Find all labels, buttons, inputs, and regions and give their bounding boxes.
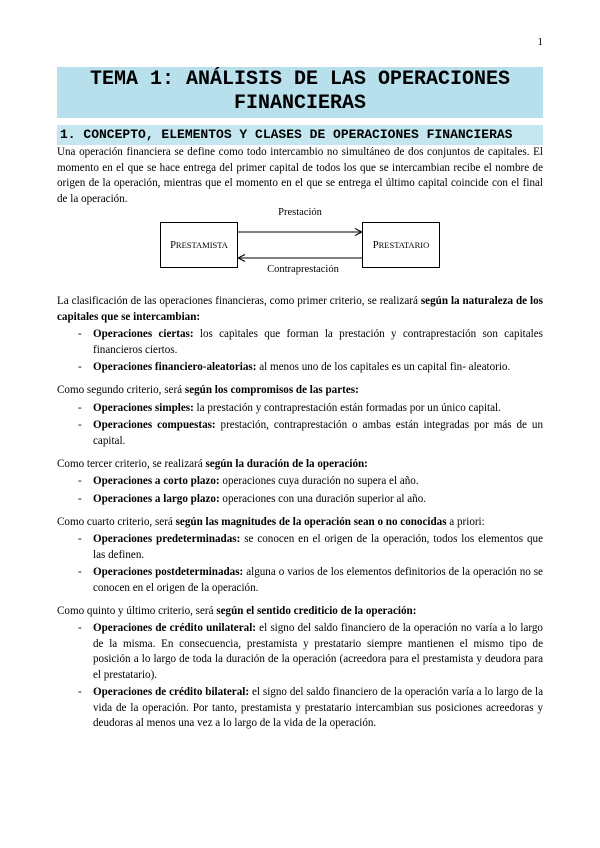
list-item <box>57 474 543 490</box>
criterion-5-list <box>57 621 543 732</box>
diagram-arrows <box>57 207 543 294</box>
lender-box-label: PRESTAMISTA <box>170 239 228 251</box>
criterion-lead: Como segundo criterio, será <box>57 384 183 396</box>
criterion-2-intro <box>57 383 543 399</box>
item-term: Operaciones de crédito unilateral: <box>93 622 256 634</box>
criterion-lead: Como cuarto criterio, será <box>57 515 173 528</box>
item-term: Operaciones financiero-aleatorias: <box>93 361 257 373</box>
list-item <box>57 327 543 358</box>
item-text: al menos uno de los capitales es un capital fin- aleatorio. <box>259 361 511 373</box>
item-term: Operaciones a corto plazo: <box>93 475 220 487</box>
list-item <box>57 418 543 449</box>
criterion-4-intro <box>57 515 543 531</box>
criterion-emphasis: según la duración de la operación: <box>205 457 368 470</box>
item-text: los capitales que forman la prestación y contraprestación son capitales financieros ciertos. <box>93 328 543 356</box>
item-term: Operaciones postdeterminadas: <box>93 566 244 578</box>
item-text: el signo del saldo financiero de la operación varía a lo largo de la vida de la operación. Por tanto, prestamista y prestatario intercambian sus posiciones acreedoras y deudoras al menos una vez a lo largo de la vida de la operación. <box>93 686 543 729</box>
criterion-4-list <box>57 532 543 596</box>
borrower-box <box>362 222 440 268</box>
criterion-1-intro <box>57 294 543 325</box>
list-item <box>57 401 543 417</box>
item-term: Operaciones ciertas: <box>93 328 194 340</box>
item-text: se conocen en el origen de la operación, todos los elementos que las definen. <box>93 533 544 561</box>
prestacion-label: Prestación <box>278 207 322 218</box>
page-number: 1 <box>537 36 543 48</box>
criterion-3-intro <box>57 457 543 473</box>
contraprestacion-label: Contraprestación <box>267 264 339 275</box>
title-banner <box>57 67 543 118</box>
criterion-lead: La clasificación de las operaciones financieras, como primer criterio, se realizará <box>57 295 418 307</box>
borrower-box-label: PRESTATARIO <box>372 239 430 251</box>
criterion-emphasis: según el sentido crediticio de la operación: <box>216 604 417 617</box>
lender-box <box>160 222 238 268</box>
list-item <box>57 492 543 508</box>
item-term: Operaciones predeterminadas: <box>93 533 241 545</box>
item-text: operaciones con una duración superior al año. <box>222 492 427 505</box>
section-heading: 1. CONCEPTO, ELEMENTOS Y CLASES DE OPERACIONES FINANCIERAS <box>57 125 543 145</box>
criterion-lead: Como tercer criterio, se realizará <box>57 457 203 470</box>
intro-paragraph: Una operación financiera se define como todo intercambio no simultáneo de dos conjuntos de capitales. El momento en el que se hace entrega del primer capital de todos los que se intercambian recibe el nombre de origen de la operación, mientras que el momento en el que se entrega el último capital coincide con el final de la operación. <box>57 146 543 205</box>
list-item <box>57 621 543 683</box>
criterion-2-list <box>57 401 543 450</box>
item-text: prestación, contraprestación o ambas están integradas por más de un capital. <box>93 419 543 447</box>
list-item <box>57 360 543 376</box>
criterion-emphasis: según las magnitudes de la operación sean o no conocidas <box>175 515 447 528</box>
criterion-lead: Como quinto y último criterio, será <box>57 604 214 617</box>
page-content <box>57 67 543 732</box>
page-title: TEMA 1: ANÁLISIS DE LAS OPERACIONES FINANCIERAS <box>89 68 511 115</box>
item-text: alguna o varios de los elementos definitorios de la operación no se conocen en el origen de la operación. <box>93 566 543 594</box>
list-item <box>57 532 543 563</box>
list-item <box>57 565 543 596</box>
criterion-tail: a priori: <box>449 515 485 528</box>
item-term: Operaciones a largo plazo: <box>93 492 220 505</box>
criterion-3-list <box>57 474 543 507</box>
criterion-5-intro <box>57 604 543 620</box>
item-term: Operaciones simples: <box>93 401 194 414</box>
item-term: Operaciones de crédito bilateral: <box>93 686 250 698</box>
item-text: el signo del saldo financiero de la operación no varía a lo largo de la misma. En consecuencia, prestamista y prestatario siempre mantienen el mismo tipo de posición a lo largo de toda la duración de la operación (acreedora para el prestamista y deudora para el prestatario). <box>93 622 543 681</box>
item-text: la prestación y contraprestación están formadas por un único capital. <box>196 401 501 414</box>
flow-diagram <box>57 207 543 294</box>
list-item <box>57 685 543 732</box>
item-term: Operaciones compuestas: <box>93 419 216 431</box>
item-text: operaciones cuya duración no supera el año. <box>222 475 419 487</box>
criterion-1-list <box>57 327 543 376</box>
criterion-emphasis: según la naturaleza de los capitales que se intercambian: <box>57 295 543 323</box>
criterion-emphasis: según los compromisos de las partes: <box>184 384 359 396</box>
